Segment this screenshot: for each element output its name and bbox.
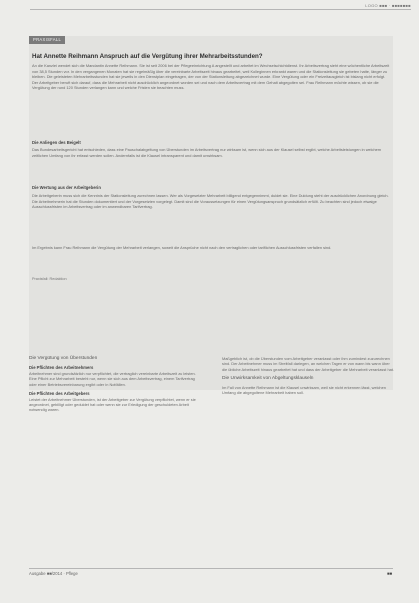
section-subheading: Die Pflichten des Arbeitnehmers: [29, 365, 94, 370]
case-paragraph: An die Kanzlei wendet sich die Mandantin Annette Reihmann. Sie ist seit 2006 bei der Pflegeeinrichtung A angestellt und arbeitet im Wechselschichtdienst. Ihr Arbeitsvertrag sieht eine wöchentliche Arbeitszeit von 38,5 Stunden vor. In den vergangenen Monaten hat sie regelmäßig über die vereinbarte Arbeitszeit hinaus gearbeitet, weil Kolleginnen erkrankt waren und die Stationsleitung sie gebeten hatte, länger zu bleiben. Die geleisteten Mehrarbeitsstunden hat sie jeweils in den Dienstplan eingetragen, der von der Stationsleitung abgezeichnet wurde. Eine Vergütung oder ein Freizeitausgleich ist bislang nicht erfolgt. Der Arbeitgeber beruft sich darauf, dass die Mehrarbeit nicht ausdrücklich angeordnet worden sei und nach dem Arbeitsvertrag mit dem Gehalt abgegolten sei. Frau Reihmann möchte wissen, ob sie die Vergütung der rund 120 Stunden verlangen kann und welche Fristen sie beachten muss.: [32, 63, 390, 91]
case-title: Hat Annette Reihmann Anspruch auf die Vergütung ihrer Mehrarbeitsstunden?: [32, 53, 263, 60]
body-text: Leistet der Arbeitnehmer Überstunden, ist der Arbeitgeber zur Vergütung verpflichtet, wenn er sie angeordnet, gebilligt oder geduldet hat oder wenn sie zur Erledigung der geschuldeten Arbeit notwendig waren.: [29, 396, 196, 413]
footer-publication: Ausgabe ■■/2014 · Pflege: [29, 571, 78, 576]
page-number: ■■: [386, 571, 392, 576]
case-paragraph: Die Arbeitgeberin muss sich die Kenntnis der Stationsleitung zurechnen lassen. Wer als Vorgesetzter Mehrarbeit billigend entgegennimmt, duldet sie. Eine Duldung steht der ausdrücklichen Anordnung gleich. Die Arbeitnehmerin hat die Stunden dokumentiert und der Vorgesetzten vorgelegt. Damit sind die Voraussetzungen für einen Vergütungsanspruch grundsätzlich erfüllt. Zu beachten sind jedoch etwaige Ausschlussfristen im Arbeitsvertrag oder im anwendbaren Tarifvertrag.: [32, 193, 389, 210]
section-subheading: Die Pflichten des Arbeitgebers: [29, 390, 90, 396]
case-paragraph: Das Bundesarbeitsgericht hat entschieden, dass eine Pauschalabgeltung von Überstunden im Arbeitsvertrag nur wirksam ist, wenn sich aus der Klausel selbst ergibt, welche Arbeitsleistungen in welchem zeitlichen Umfang von ihr erfasst werden sollen. Andernfalls ist die Klausel intransparent und damit unwirksam.: [32, 147, 382, 158]
body-text: Im Fall von Annette Reihmann ist die Klausel unwirksam, weil sie nicht erkennen lässt, welchen Umfang die abgegoltene Mehrarbeit haben soll.: [222, 384, 386, 396]
body-text: Arbeitnehmer sind grundsätzlich nur verpflichtet, die vertraglich vereinbarte Arbeitszeit zu leisten. Eine Pflicht zur Mehrarbeit besteht nur, wenn sie sich aus dem Arbeitsvertrag, einem Tarifvertrag oder einer Betriebsvereinbarung ergibt oder in Notfällen.: [29, 371, 196, 387]
left-column: [29, 356, 201, 417]
case-subheading: Die Anliegen des Beigelt: [32, 140, 81, 145]
right-column: [222, 356, 394, 399]
case-paragraph: Im Ergebnis kann Frau Reihmann die Vergütung der Mehrarbeit verlangen, soweit die Ansprüche nicht nach den vertraglichen oder tariflichen Ausschlussfristen verfallen sind.: [32, 245, 332, 250]
running-header: LOGO ■■■ · ■■■■■■■: [365, 3, 411, 8]
case-tag: PRAXISFALL: [29, 36, 65, 44]
case-footnote: Praxisfall: Redaktion: [32, 277, 67, 281]
header-rule: [30, 9, 411, 10]
section-heading: Die Vergütung von Überstunden: [29, 356, 98, 361]
section-heading: Die Unwirksamkeit von Abgeltungsklauseln: [222, 375, 314, 381]
case-subheading: Die Wertung aus der Arbeitgeberin: [32, 185, 101, 190]
footer-rule: [29, 568, 393, 569]
body-text: Maßgeblich ist, ob die Überstunden vom Arbeitgeber veranlasst oder ihm zumindest zuzurechnen sind. Der Arbeitnehmer muss im Streitfall darlegen, an welchen Tagen er von wann bis wann über die übliche Arbeitszeit hinaus gearbeitet hat und dass der Arbeitgeber die Mehrarbeit veranlasst hat.: [222, 356, 394, 372]
